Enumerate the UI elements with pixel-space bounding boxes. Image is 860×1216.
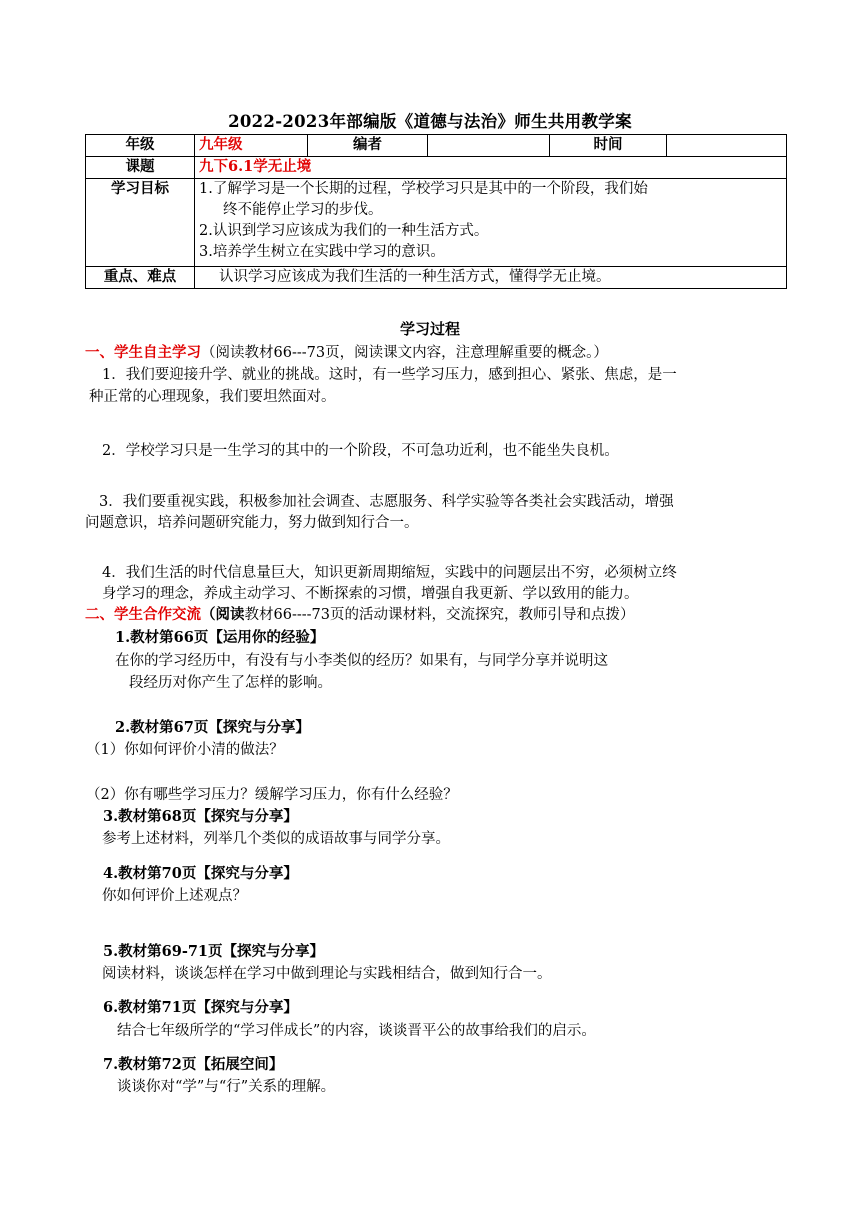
goal-line: 终不能停止学习的步伐。	[223, 202, 383, 218]
part1-item: 种正常的心理现象，我们要坦然面对。	[89, 389, 336, 405]
grade-value: 九年级	[195, 135, 308, 157]
process-title: 学习过程	[399, 320, 460, 338]
grade-label: 年级	[86, 135, 195, 157]
exercise-4-text: 你如何评价上述观点？	[102, 888, 247, 904]
time-value	[667, 135, 787, 157]
editor-value	[428, 135, 550, 157]
part2-note-bold: （阅读	[201, 606, 245, 623]
keypoints-value: 认识学习应该成为我们生活的一种生活方式，懂得学无止境。	[195, 267, 787, 289]
exercise-7-title: 7.教材第72页【拓展空间】	[103, 1056, 284, 1073]
exercise-1-text: 段经历对你产生了怎样的影响。	[129, 675, 332, 691]
exercise-5-title: 5.教材第69-71页【探究与分享】	[103, 943, 325, 960]
part2-note: 教材66----73页的活动课材料，交流探究，教师引导和点拨）	[244, 607, 635, 623]
goal-line: 2.认识到学习应该成为我们的一种生活方式。	[199, 223, 489, 239]
exercise-3-title: 3.教材第68页【探究与分享】	[103, 808, 298, 825]
part1-item: 2．学校学习只是一生学习的其中的一个阶段，不可急功近利，也不能坐失良机。	[102, 443, 619, 459]
exercise-3-text: 参考上述材料，列举几个类似的成语故事与同学分享。	[102, 831, 450, 847]
part1-item: 1．我们要迎接升学、就业的挑战。这时，有一些学习压力，感到担心、紧张、焦虑，是一	[102, 367, 677, 383]
part1-heading: 一、学生自主学习	[85, 344, 201, 361]
exercise-6-text: 结合七年级所学的“学习伴成长”的内容，谈谈晋平公的故事给我们的启示。	[117, 1023, 596, 1039]
time-label: 时间	[550, 135, 667, 157]
part1-note: （阅读教材66---73页，阅读课文内容，注意理解重要的概念。）	[201, 345, 608, 361]
goal-line: 1.了解学习是一个长期的过程，学校学习只是其中的一个阶段，我们始	[199, 181, 648, 197]
part1-heading-line	[85, 343, 608, 363]
keypoints-label: 重点、难点	[86, 267, 195, 289]
exercise-1-text: 在你的学习经历中，有没有与小李类似的经历？如果有，与同学分享并说明这	[115, 653, 608, 669]
document-title: 2022-2023年部编版《道德与法治》师生共用教学案	[228, 112, 632, 131]
topic-value: 九下6.1学无止境	[195, 157, 787, 179]
goal-line: 3.培养学生树立在实践中学习的意识。	[199, 244, 445, 260]
exercise-2-question: （1）你如何评价小清的做法？	[86, 742, 284, 758]
part2-heading: 二、学生合作交流	[85, 606, 201, 623]
part1-item: 问题意识，培养问题研究能力，努力做到知行合一。	[85, 515, 419, 531]
goals-label: 学习目标	[86, 179, 195, 267]
goals-cell	[195, 179, 787, 267]
exercise-7-text: 谈谈你对“学”与“行”关系的理解。	[117, 1079, 336, 1095]
part1-item: 4．我们生活的时代信息量巨大，知识更新周期缩短，实践中的问题层出不穷，必须树立终	[102, 565, 677, 581]
exercise-1-title: 1.教材第66页【运用你的经验】	[115, 629, 325, 646]
exercise-2-title: 2.教材第67页【探究与分享】	[115, 719, 310, 736]
part1-item: 身学习的理念，养成主动学习、不断探索的习惯，增强自我更新、学以致用的能力。	[102, 586, 639, 602]
lesson-info-table	[85, 134, 787, 289]
exercise-4-title: 4.教材第70页【探究与分享】	[103, 865, 298, 882]
part1-item: 3．我们要重视实践，积极参加社会调查、志愿服务、科学实验等各类社会实践活动，增强	[99, 494, 674, 510]
exercise-5-text: 阅读材料，谈谈怎样在学习中做到理论与实践相结合，做到知行合一。	[102, 966, 552, 982]
part2-heading-line	[85, 605, 635, 625]
exercise-6-title: 6.教材第71页【探究与分享】	[103, 999, 298, 1016]
topic-label: 课题	[86, 157, 195, 179]
exercise-2-question: （2）你有哪些学习压力？缓解学习压力，你有什么经验？	[86, 787, 458, 803]
editor-label: 编者	[308, 135, 428, 157]
